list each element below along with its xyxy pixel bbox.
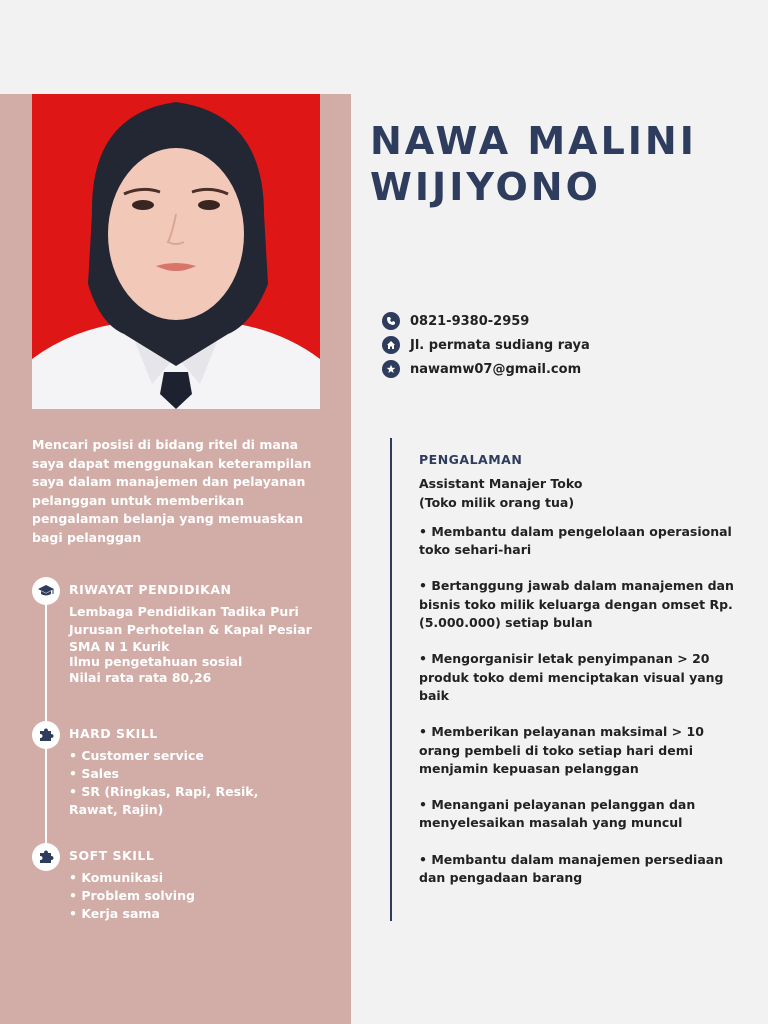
soft-skill-item: • Kerja sama: [69, 906, 160, 921]
experience-role-block: [419, 475, 749, 512]
contact-phone: [382, 309, 762, 333]
profile-photo: [32, 94, 320, 409]
experience-bullet: • Membantu dalam manajemen persediaan dan pengadaan barang: [419, 851, 724, 886]
soft-skill-section: [69, 847, 339, 923]
contact-address: [382, 333, 762, 357]
hard-skill-title: HARD SKILL: [69, 726, 158, 741]
puzzle-icon: [32, 843, 60, 871]
experience-bullet: • Mengorganisir letak penyimpanan > 20 produk toko demi menciptakan visual yang baik: [419, 651, 724, 703]
puzzle-icon: [32, 721, 60, 749]
hard-skill-section: [69, 725, 339, 819]
experience-divider: [390, 438, 392, 921]
experience-role: Assistant Manajer Toko: [419, 476, 583, 492]
address-text: Jl. permata sudiang raya: [410, 337, 590, 353]
career-summary: Mencari posisi di bidang ritel di mana saya dapat menggunakan keterampilan saya dalam manajemen dan pelayanan pelanggan untuk memberikan pengalaman belanja yang memuaskan bagi pelanggan: [32, 437, 312, 545]
hard-skill-item: • Sales: [69, 766, 119, 781]
experience-company: (Toko milik orang tua): [419, 494, 575, 510]
education-line: Jurusan Perhotelan & Kapal Pesiar: [69, 622, 312, 637]
graduation-cap-icon: [32, 577, 60, 605]
education-section: [69, 581, 339, 687]
education-line: Lembaga Pendidikan Tadika Puri: [69, 604, 299, 619]
phone-text: 0821-9380-2959: [410, 313, 530, 329]
experience-title: PENGALAMAN: [419, 452, 523, 467]
contact-info: [382, 309, 762, 381]
experience-section: [419, 451, 749, 905]
education-line: Nilai rata rata 80,26: [69, 670, 212, 685]
phone-icon: [382, 312, 400, 330]
education-title: RIWAYAT PENDIDIKAN: [69, 582, 232, 597]
experience-bullet: • Bertanggung jawab dalam manajemen dan bisnis toko milik keluarga dengan omset Rp. (5.000.000) setiap bulan: [419, 578, 734, 631]
experience-bullet: • Menangani pelayanan pelanggan dan menyelesaikan masalah yang muncul: [419, 797, 696, 831]
name-line-2: WIJIYONO: [370, 165, 601, 209]
full-name: [370, 118, 760, 210]
education-line: Ilmu pengetahuan sosial: [69, 654, 243, 669]
star-icon: [382, 360, 400, 378]
email-text: nawamw07@gmail.com: [410, 361, 582, 377]
experience-bullet: • Memberikan pelayanan maksimal > 10 orang pembeli di toko setiap hari demi menjamin kepuasan pelanggan: [419, 724, 704, 776]
hard-skill-item: • Customer service: [69, 748, 204, 763]
education-line: SMA N 1 Kurik: [69, 639, 170, 654]
hard-skill-item: • SR (Ringkas, Rapi, Resik, Rawat, Rajin): [69, 784, 259, 817]
contact-email: [382, 357, 762, 381]
experience-bullet: • Membantu dalam pengelolaan operasional toko sehari-hari: [419, 523, 732, 558]
soft-skill-item: • Problem solving: [69, 888, 195, 903]
home-icon: [382, 336, 400, 354]
name-line-1: NAWA MALINI: [370, 119, 697, 163]
soft-skill-title: SOFT SKILL: [69, 848, 155, 863]
soft-skill-item: • Komunikasi: [69, 870, 163, 885]
